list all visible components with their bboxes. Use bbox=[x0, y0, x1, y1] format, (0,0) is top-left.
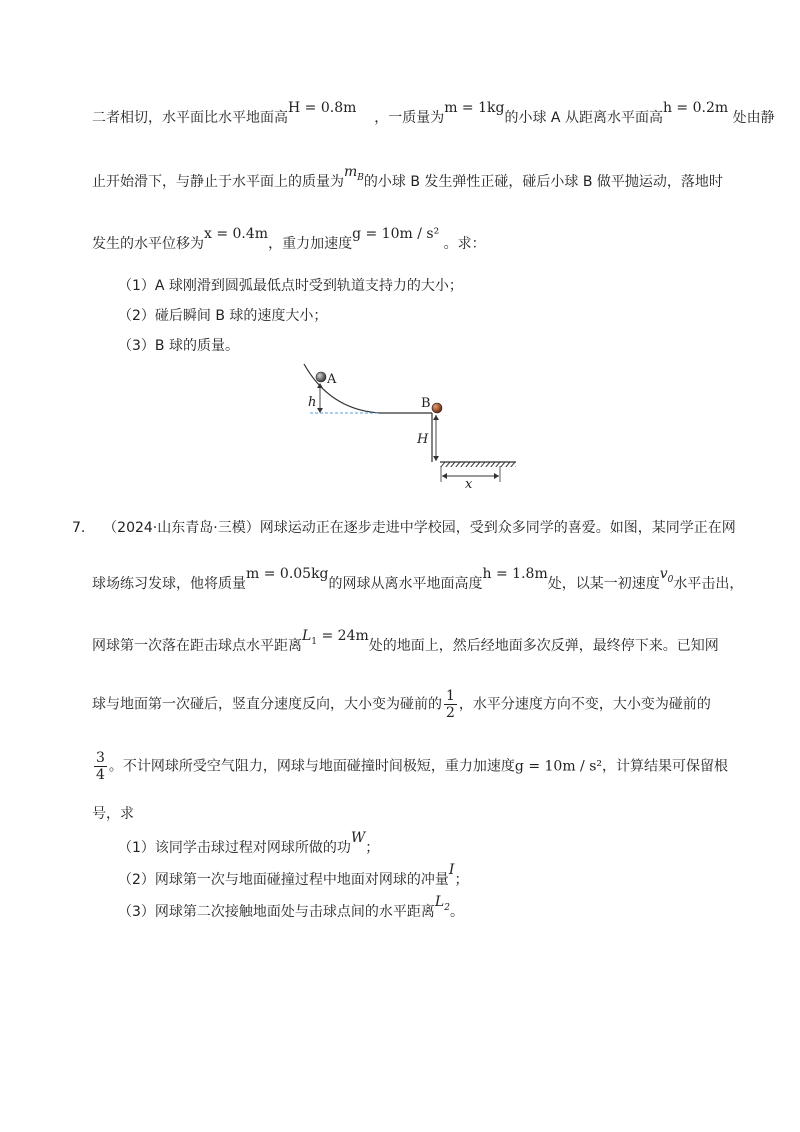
label-x: x bbox=[465, 477, 473, 490]
text: （2）网球第一次与地面碰撞过程中地面对网球的冲量 bbox=[118, 872, 449, 888]
p6-line-1 bbox=[92, 100, 775, 128]
p6-question-3: （3）B 球的质量。 bbox=[118, 338, 239, 354]
p7-line-1 bbox=[72, 518, 736, 538]
formula-m: m = 1kg bbox=[444, 100, 505, 116]
formula-v0 bbox=[659, 566, 674, 585]
p7-line-3 bbox=[92, 628, 719, 662]
label-h: h bbox=[308, 395, 317, 410]
value: = 24m bbox=[317, 628, 369, 644]
text: 处，以某一初速度 bbox=[547, 576, 660, 592]
text: 球场练习发球，他将质量 bbox=[92, 576, 246, 592]
text: 二者相切，水平面比水平地面高 bbox=[92, 110, 288, 126]
text: 的小球 A 从距离水平面高 bbox=[504, 110, 663, 126]
formula-g: g = 10m / s² bbox=[514, 758, 603, 775]
formula-g: g = 10m / s² bbox=[352, 226, 440, 242]
symbol: L bbox=[302, 628, 312, 644]
p7-question-2 bbox=[118, 862, 469, 890]
subscript: B bbox=[357, 172, 364, 183]
text: 的小球 B 发生弹性正碰，碰后小球 B 做平抛运动，落地时 bbox=[363, 174, 723, 190]
symbol: m bbox=[344, 164, 358, 180]
text: 网球第一次落在距击球点水平距离 bbox=[92, 638, 302, 654]
denominator: 2 bbox=[446, 705, 455, 721]
numerator: 3 bbox=[96, 750, 105, 766]
text: 。不计网球所受空气阻力，网球与地面碰撞时间极短，重力加速度 bbox=[108, 758, 515, 775]
symbol: v bbox=[659, 566, 668, 582]
text: ； bbox=[454, 872, 469, 888]
p7-line-6: 号，求 bbox=[92, 806, 134, 822]
text: 。 bbox=[449, 904, 464, 920]
formula-x: x = 0.4m bbox=[204, 226, 269, 242]
text: ，重力加速度 bbox=[268, 236, 353, 252]
label-b: B bbox=[421, 396, 431, 411]
text: 处的地面上，然后经地面多次反弹，最终停下来。已知网 bbox=[368, 638, 719, 654]
subscript: 0 bbox=[667, 574, 674, 585]
text: 水平击出， bbox=[673, 576, 744, 592]
formula-h: h = 0.2m bbox=[662, 100, 729, 116]
ball-b bbox=[432, 403, 442, 413]
p7-line-5 bbox=[92, 750, 728, 783]
p6-figure bbox=[300, 360, 530, 490]
text: ，一质量为 bbox=[374, 110, 445, 126]
formula-L2 bbox=[434, 894, 450, 913]
formula-I: I bbox=[448, 862, 455, 878]
text: （2024·山东青岛·三模）网球运动正在逐步走进中学校园，受到众多同学的喜爱。如图，某同学正在网 bbox=[103, 520, 736, 536]
formula-h: h = 1.8m bbox=[482, 566, 548, 582]
text: （1）该同学击球过程对网球所做的功 bbox=[118, 840, 351, 856]
formula-L1 bbox=[302, 628, 369, 647]
text: ； bbox=[365, 840, 380, 856]
fraction-3-4 bbox=[94, 750, 107, 783]
symbol: L bbox=[434, 894, 445, 910]
p6-question-1: （1）A 球刚滑到圆弧最低点时受到轨道支持力的大小； bbox=[118, 278, 463, 294]
text: 的网球从离水平地面高度 bbox=[328, 576, 483, 592]
formula-m: m = 0.05kg bbox=[246, 566, 329, 582]
formula-W: W bbox=[350, 830, 366, 846]
text: ，计算结果可保留根 bbox=[602, 758, 729, 775]
ball-a bbox=[316, 372, 326, 382]
fraction-1-2 bbox=[444, 688, 457, 721]
label-a: A bbox=[327, 372, 337, 387]
text: 球与地面第一次碰后，竖直分速度反向，大小变为碰前的 bbox=[92, 696, 442, 713]
formula-mB bbox=[344, 164, 364, 183]
p6-question-2: （2）碰后瞬间 B 球的速度大小； bbox=[118, 308, 328, 324]
problem-number: 7. bbox=[72, 520, 86, 536]
subscript: 2 bbox=[444, 902, 450, 913]
p7-line-2 bbox=[92, 566, 744, 600]
denominator: 4 bbox=[96, 767, 105, 783]
text: （3）网球第二次接触地面处与击球点间的水平距离 bbox=[118, 904, 435, 920]
text: 。求： bbox=[443, 236, 486, 252]
p6-line-3 bbox=[92, 226, 486, 254]
text: ，水平分速度方向不变，大小变为碰前的 bbox=[458, 696, 711, 713]
subscript: 1 bbox=[311, 636, 318, 647]
numerator: 1 bbox=[446, 688, 455, 704]
label-H: H bbox=[417, 432, 429, 447]
text: 处由静 bbox=[732, 110, 775, 126]
text: 发生的水平位移为 bbox=[92, 236, 204, 252]
ground-hatch bbox=[440, 462, 516, 467]
formula-H: H = 0.8m bbox=[288, 100, 357, 116]
p7-question-3 bbox=[118, 894, 464, 928]
p7-line-4 bbox=[92, 688, 711, 721]
text: 止开始滑下，与静止于水平面上的质量为 bbox=[92, 174, 344, 190]
p6-line-2 bbox=[92, 164, 723, 198]
p7-question-1 bbox=[118, 830, 380, 858]
